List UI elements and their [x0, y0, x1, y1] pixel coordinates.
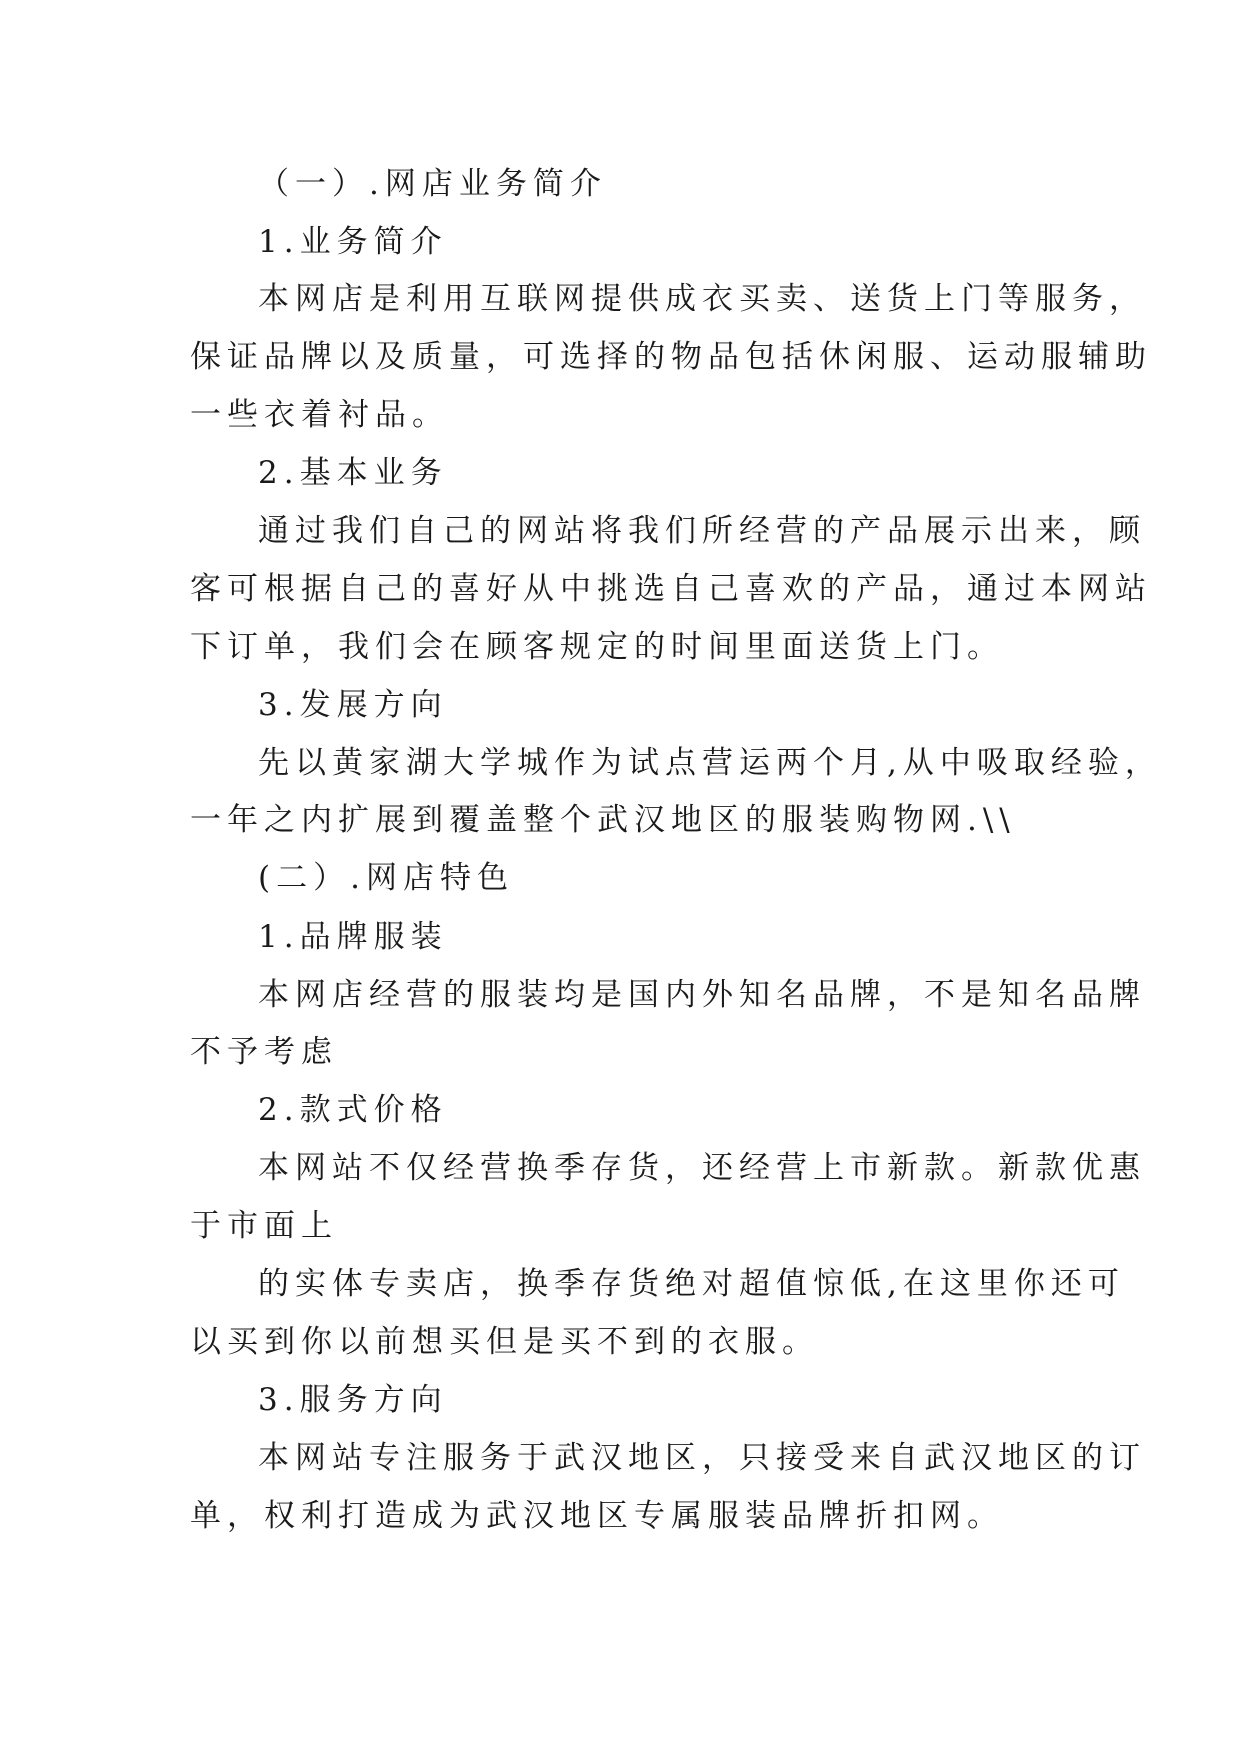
paragraph-line: 于市面上	[190, 1208, 338, 1244]
paragraph-line: 本网站专注服务于武汉地区，只接受来自武汉地区的订	[258, 1440, 1146, 1476]
paragraph-line: 的实体专卖店，换季存货绝对超值惊低,在这里你还可	[258, 1266, 1125, 1302]
section-heading-2: (二）.网店特色	[258, 860, 514, 896]
paragraph-line: 下订单，我们会在顾客规定的时间里面送货上门。	[190, 629, 1004, 665]
paragraph-line: 不予考虑	[190, 1034, 338, 1070]
section-heading-1: （一）.网店业务简介	[258, 166, 607, 202]
paragraph-line: 保证品牌以及质量，可选择的物品包括休闲服、运动服辅助	[190, 339, 1152, 375]
paragraph-line: 一些衣着衬品。	[190, 397, 449, 433]
paragraph-line: 本网站不仅经营换季存货，还经营上市新款。新款优惠	[258, 1150, 1146, 1186]
subheading-development: 3.发展方向	[258, 687, 448, 723]
subheading-basic-business: 2.基本业务	[258, 455, 448, 491]
paragraph-line: 本网店经营的服装均是国内外知名品牌，不是知名品牌	[258, 977, 1146, 1013]
paragraph-line: 一年之内扩展到覆盖整个武汉地区的服装购物网.\\	[190, 802, 1016, 838]
paragraph-line: 先以黄家湖大学城作为试点营运两个月,从中吸取经验，	[258, 745, 1162, 781]
paragraph-line: 单，权利打造成为武汉地区专属服装品牌折扣网。	[190, 1498, 1004, 1534]
subheading-brand-clothing: 1.品牌服装	[258, 919, 448, 955]
paragraph-line: 本网店是利用互联网提供成衣买卖、送货上门等服务，	[258, 281, 1146, 317]
paragraph-line: 以买到你以前想买但是买不到的衣服。	[190, 1324, 819, 1360]
subheading-style-price: 2.款式价格	[258, 1092, 448, 1128]
subheading-service-direction: 3.服务方向	[258, 1382, 448, 1418]
subheading-business-intro: 1.业务简介	[258, 224, 448, 260]
paragraph-line: 通过我们自己的网站将我们所经营的产品展示出来，顾	[258, 513, 1146, 549]
paragraph-line: 客可根据自己的喜好从中挑选自己喜欢的产品，通过本网站	[190, 571, 1152, 607]
